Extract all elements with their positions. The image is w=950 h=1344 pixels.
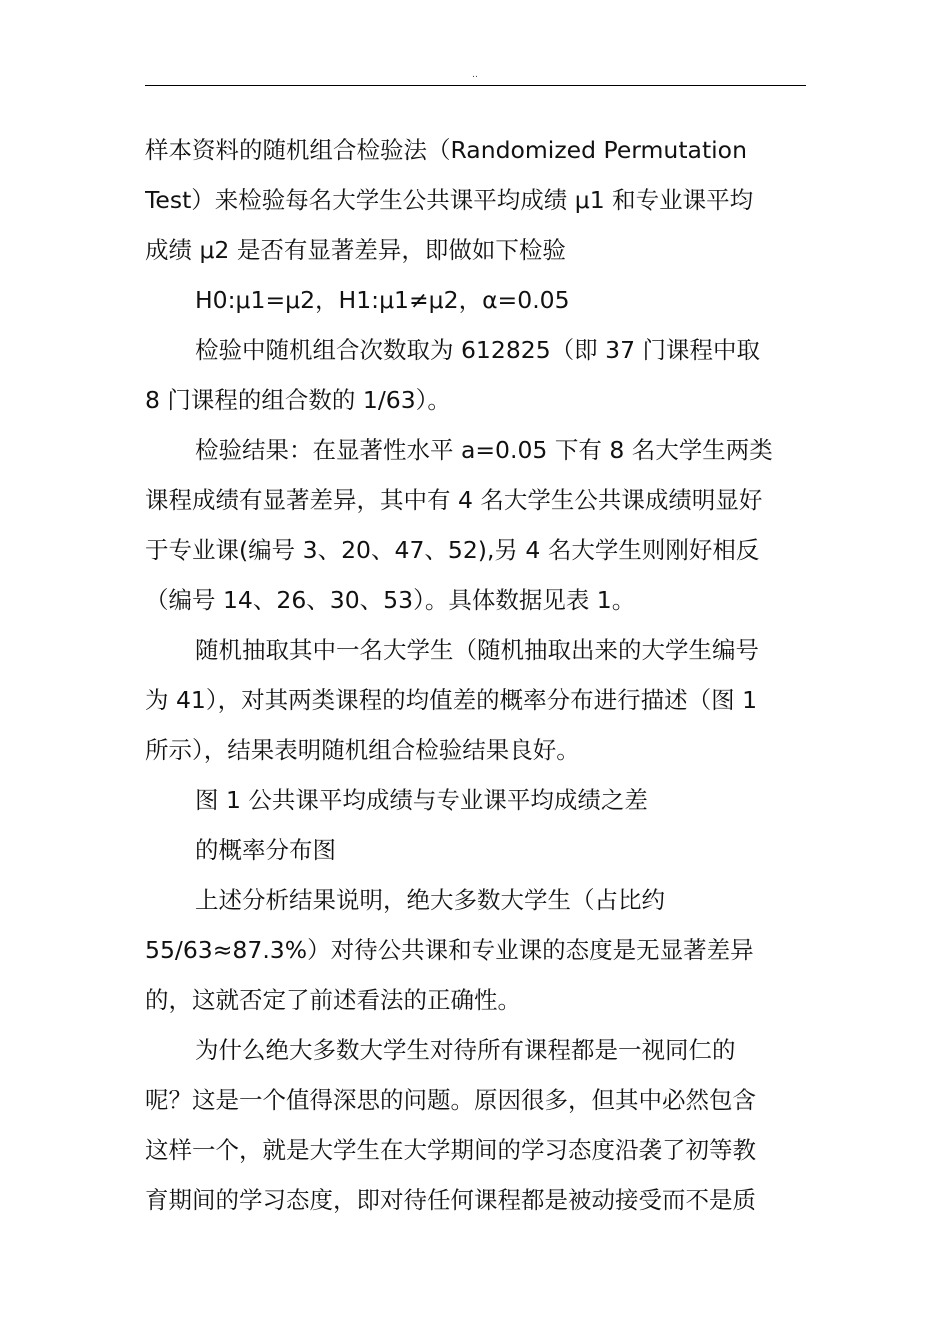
text-line-1: 样本资料的随机组合检验法（Randomized Permutation	[145, 136, 747, 164]
page-header-mark: ..	[472, 70, 478, 80]
text-line-20: 呢？这是一个值得深思的问题。原因很多，但其中必然包含	[145, 1086, 756, 1114]
text-line-12: 为 41），对其两类课程的均值差的概率分布进行描述（图 1	[145, 686, 758, 714]
document-body	[145, 125, 806, 1225]
text-line-3: 成绩 μ2 是否有显著差异，即做如下检验	[145, 236, 566, 264]
text-line-5: 检验中随机组合次数取为 612825（即 37 门课程中取	[195, 336, 761, 364]
text-line-17: 55/63≈87.3%）对待公共课和专业课的态度是无显著差异	[145, 936, 754, 964]
text-line-19: 为什么绝大多数大学生对待所有课程都是一视同仁的	[195, 1036, 736, 1064]
figure-caption-line-1: 图 1 公共课平均成绩与专业课平均成绩之差	[195, 786, 648, 814]
text-line-18: 的，这就否定了前述看法的正确性。	[145, 986, 521, 1014]
text-line-11: 随机抽取其中一名大学生（随机抽取出来的大学生编号	[195, 636, 759, 664]
text-line-8: 课程成绩有显著差异，其中有 4 名大学生公共课成绩明显好	[145, 486, 763, 514]
text-line-21: 这样一个，就是大学生在大学期间的学习态度沿袭了初等教	[145, 1136, 756, 1164]
text-line-16: 上述分析结果说明，绝大多数大学生（占比约	[195, 886, 665, 914]
text-line-2: Test）来检验每名大学生公共课平均成绩 μ1 和专业课平均	[145, 186, 754, 214]
text-line-7: 检验结果：在显著性水平 a=0.05 下有 8 名大学生两类	[195, 436, 773, 464]
hypothesis-line: H0:μ1=μ2，H1:μ1≠μ2，α=0.05	[195, 286, 570, 314]
text-line-10: （编号 14、26、30、53）。具体数据见表 1。	[145, 586, 636, 614]
text-line-9: 于专业课(编号 3、20、47、52),另 4 名大学生则刚好相反	[145, 536, 760, 564]
header-rule	[145, 85, 806, 86]
figure-caption-line-2: 的概率分布图	[195, 836, 336, 864]
text-line-22: 育期间的学习态度，即对待任何课程都是被动接受而不是质	[145, 1186, 756, 1214]
text-line-6: 8 门课程的组合数的 1/63）。	[145, 386, 451, 414]
text-line-13: 所示），结果表明随机组合检验结果良好。	[145, 736, 580, 764]
